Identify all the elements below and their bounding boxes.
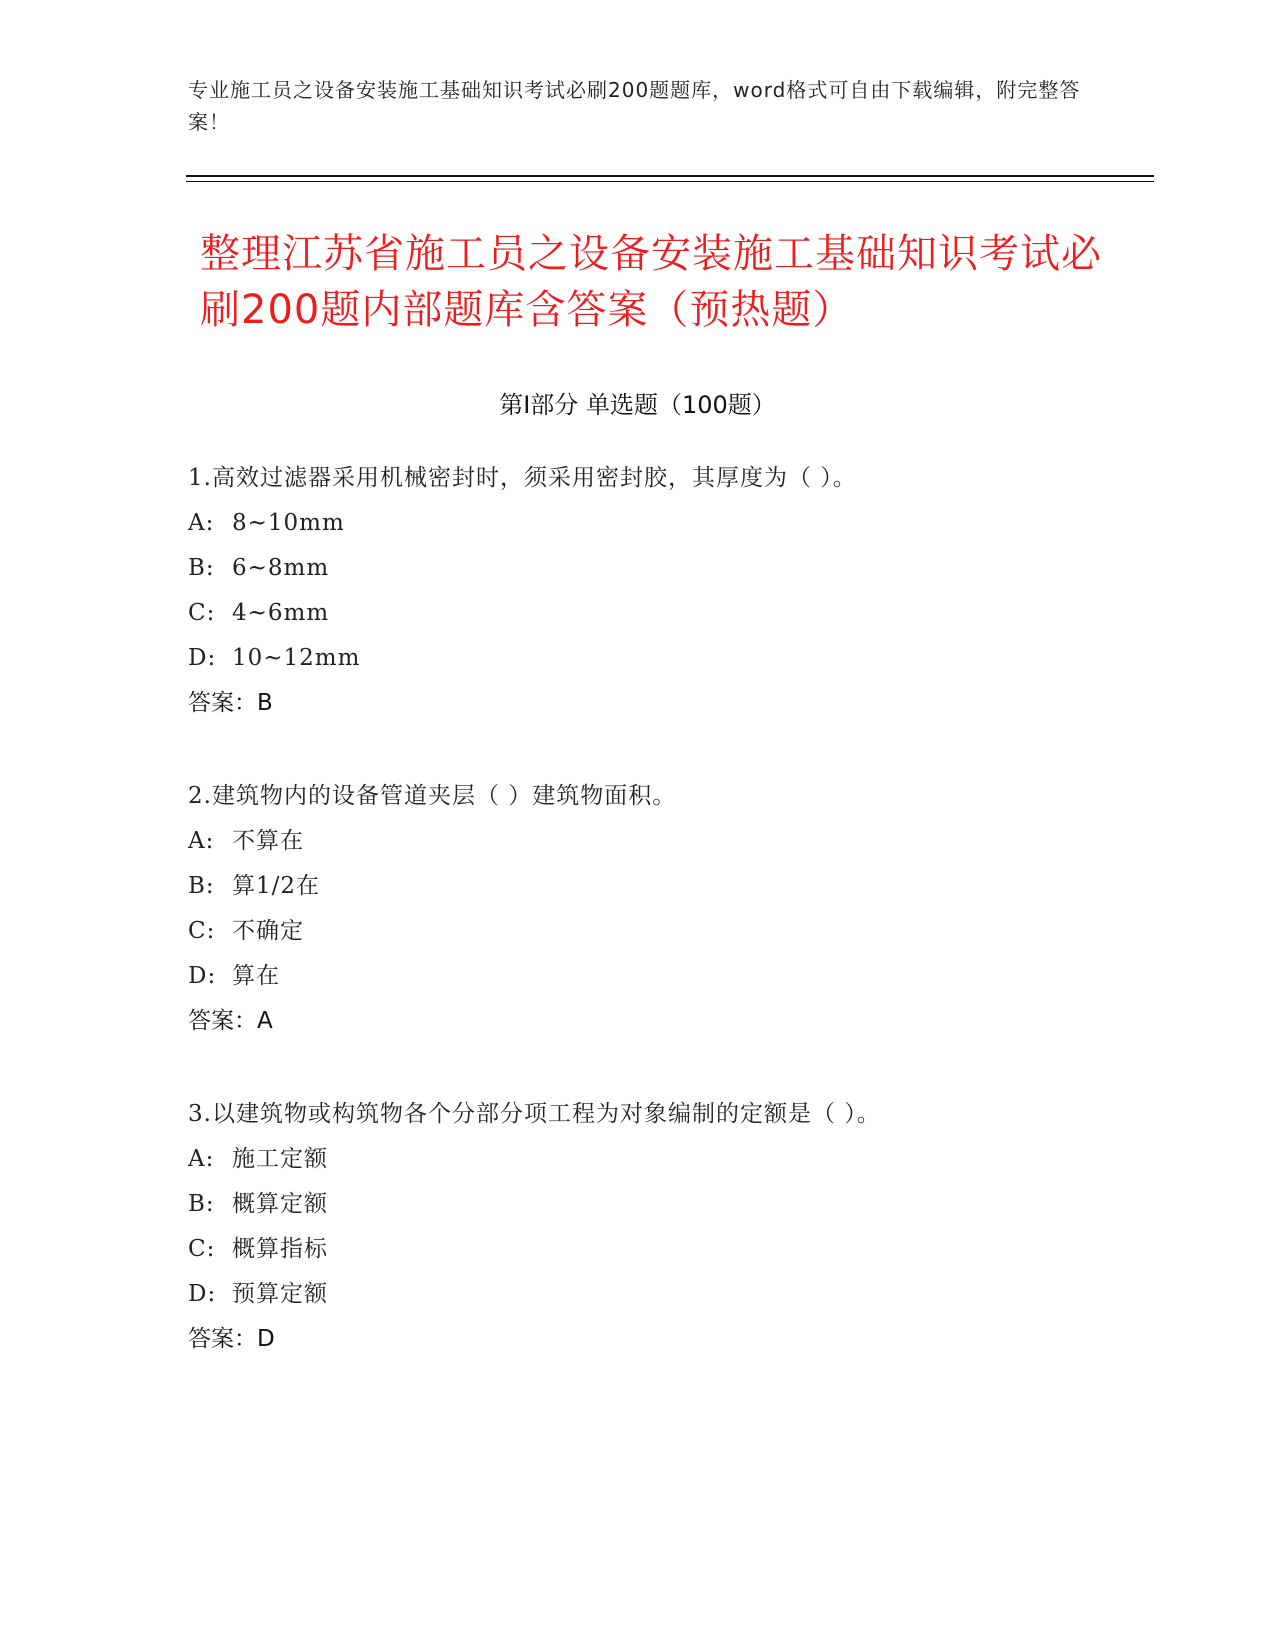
section-heading: 第I部分 单选题（100题） — [499, 391, 776, 419]
option-b — [188, 864, 1138, 909]
option-c — [188, 909, 1138, 954]
option-text: 算1/2在 — [232, 873, 321, 899]
option-key: B: — [188, 873, 215, 899]
question-stem: 3.以建筑物或构筑物各个分部分项工程为对象编制的定额是（ ）。 — [188, 1101, 881, 1127]
option-b — [188, 1182, 1138, 1227]
option-d — [188, 636, 1138, 681]
option-key: B: — [188, 555, 215, 581]
question-stem: 2.建筑物内的设备管道夹层（ ）建筑物面积。 — [188, 783, 677, 809]
option-key: D: — [188, 645, 217, 671]
option-key: A: — [188, 828, 215, 854]
option-key: C: — [188, 600, 216, 626]
option-text: 概算定额 — [232, 1191, 328, 1217]
option-text: 算在 — [232, 963, 280, 989]
header-divider-thin — [186, 181, 1154, 182]
option-text: 预算定额 — [232, 1281, 328, 1307]
option-key: C: — [188, 918, 216, 944]
option-a — [188, 819, 1138, 864]
answer-line: 答案：A — [188, 1008, 273, 1034]
question-stem: 1.高效过滤器采用机械密封时，须采用密封胶，其厚度为（ ）。 — [188, 465, 857, 491]
option-text: 8~10mm — [232, 510, 345, 536]
option-text: 概算指标 — [232, 1236, 328, 1262]
option-text: 10~12mm — [232, 645, 361, 671]
option-text: 不确定 — [232, 918, 304, 944]
option-text: 4~6mm — [232, 600, 330, 626]
option-key: D: — [188, 963, 217, 989]
option-key: A: — [188, 1146, 215, 1172]
option-c — [188, 1227, 1138, 1272]
option-c — [188, 591, 1138, 636]
option-a — [188, 1137, 1138, 1182]
document-title: 整理江苏省施工员之设备安装施工基础知识考试必刷200题内部题库含答案（预热题） — [200, 231, 1102, 333]
option-key: A: — [188, 510, 215, 536]
option-key: B: — [188, 1191, 215, 1217]
option-d — [188, 1272, 1138, 1317]
option-key: D: — [188, 1281, 217, 1307]
header-note: 专业施工员之设备安装施工基础知识考试必刷200题题库，word格式可自由下载编辑，附完整答案！ — [188, 78, 1081, 134]
option-text: 6~8mm — [232, 555, 330, 581]
question-3 — [188, 1092, 1138, 1362]
answer-line: 答案：B — [188, 690, 273, 716]
option-text: 施工定额 — [232, 1146, 328, 1172]
header-divider-thick — [186, 175, 1154, 177]
question-1 — [188, 456, 1138, 726]
option-text: 不算在 — [232, 828, 304, 854]
option-key: C: — [188, 1236, 216, 1262]
option-d — [188, 954, 1138, 999]
question-2 — [188, 774, 1138, 1044]
option-b — [188, 546, 1138, 591]
answer-line: 答案：D — [188, 1326, 275, 1352]
option-a — [188, 501, 1138, 546]
